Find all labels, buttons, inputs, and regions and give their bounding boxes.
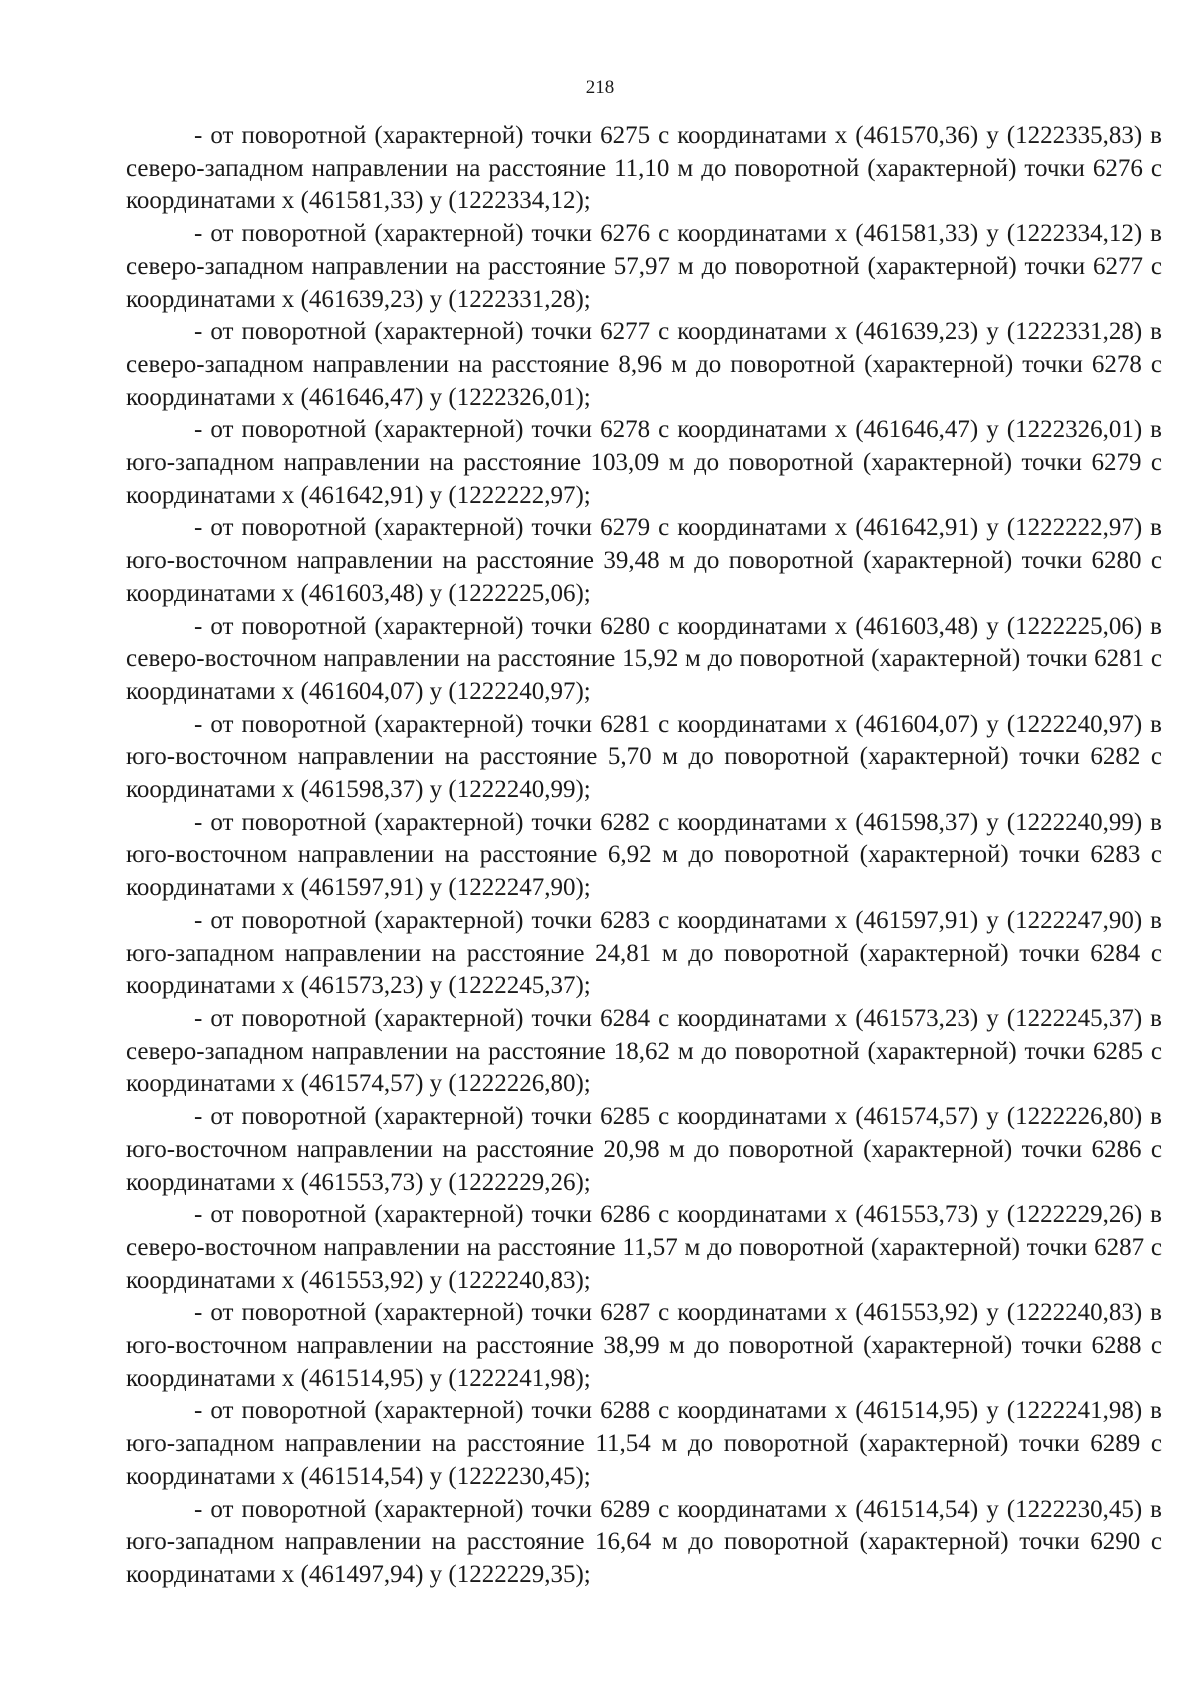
paragraph-boundary-segment: - от поворотной (характерной) точки 6276 с координатами х (461581,33) у (1222334,12) в северо-западном направлении на расстояние 57,97 м до поворотной (характерной) точки 6277 с координатами х (461639,23) у (1222331,28); — [126, 220, 1162, 313]
paragraph-boundary-segment: - от поворотной (характерной) точки 6286 с координатами х (461553,73) у (1222229,26) в северо-восточном направлении на расстояние 11,57 м до поворотной (характерной) точки 6287 с координатами х (461553,92) у (1222240,83); — [126, 1201, 1162, 1294]
paragraph-boundary-segment: - от поворотной (характерной) точки 6285 с координатами х (461574,57) у (1222226,80) в юго-восточном направлении на расстояние 20,98 м до поворотной (характерной) точки 6286 с координатами х (461553,73) у (1222229,26); — [126, 1103, 1162, 1196]
paragraph-boundary-segment: - от поворотной (характерной) точки 6283 с координатами х (461597,91) у (1222247,90) в юго-западном направлении на расстояние 24,81 м до поворотной (характерной) точки 6284 с координатами х (461573,23) у (1222245,37); — [126, 906, 1162, 1000]
paragraph-boundary-segment: - от поворотной (характерной) точки 6282 с координатами х (461598,37) у (1222240,99) в юго-восточном направлении на расстояние 6,92 м до поворотной (характерной) точки 6283 с координатами х (461597,91) у (1222247,90); — [126, 808, 1162, 902]
paragraph-boundary-segment: - от поворотной (характерной) точки 6284 с координатами х (461573,23) у (1222245,37) в северо-западном направлении на расстояние 18,62 м до поворотной (характерной) точки 6285 с координатами х (461574,57) у (1222226,80); — [126, 1004, 1162, 1098]
paragraph-boundary-segment: - от поворотной (характерной) точки 6279 с координатами х (461642,91) у (1222222,97) в юго-восточном направлении на расстояние 39,48 м до поворотной (характерной) точки 6280 с координатами х (461603,48) у (1222225,06); — [126, 514, 1162, 607]
document-body — [126, 120, 1162, 1592]
paragraph-boundary-segment: - от поворотной (характерной) точки 6287 с координатами х (461553,92) у (1222240,83) в юго-восточном направлении на расстояние 38,99 м до поворотной (характерной) точки 6288 с координатами х (461514,95) у (1222241,98); — [126, 1299, 1162, 1392]
paragraph-boundary-segment: - от поворотной (характерной) точки 6280 с координатами х (461603,48) у (1222225,06) в северо-восточном направлении на расстояние 15,92 м до поворотной (характерной) точки 6281 с координатами х (461604,07) у (1222240,97); — [126, 612, 1162, 705]
paragraph-boundary-segment: - от поворотной (характерной) точки 6277 с координатами х (461639,23) у (1222331,28) в северо-западном направлении на расстояние 8,96 м до поворотной (характерной) точки 6278 с координатами х (461646,47) у (1222326,01); — [126, 318, 1162, 411]
paragraph-boundary-segment: - от поворотной (характерной) точки 6289 с координатами х (461514,54) у (1222230,45) в юго-западном направлении на расстояние 16,64 м до поворотной (характерной) точки 6290 с координатами х (461497,94) у (1222229,35); — [126, 1495, 1162, 1588]
paragraph-boundary-segment: - от поворотной (характерной) точки 6288 с координатами х (461514,95) у (1222241,98) в юго-западном направлении на расстояние 11,54 м до поворотной (характерной) точки 6289 с координатами х (461514,54) у (1222230,45); — [126, 1397, 1162, 1490]
paragraph-boundary-segment: - от поворотной (характерной) точки 6275 с координатами х (461570,36) у (1222335,83) в северо-западном направлении на расстояние 11,10 м до поворотной (характерной) точки 6276 с координатами х (461581,33) у (1222334,12); — [126, 122, 1162, 215]
paragraph-boundary-segment: - от поворотной (характерной) точки 6281 с координатами х (461604,07) у (1222240,97) в юго-восточном направлении на расстояние 5,70 м до поворотной (характерной) точки 6282 с координатами х (461598,37) у (1222240,99); — [126, 710, 1162, 804]
paragraph-boundary-segment: - от поворотной (характерной) точки 6278 с координатами х (461646,47) у (1222326,01) в юго-западном направлении на расстояние 103,09 м до поворотной (характерной) точки 6279 с координатами х (461642,91) у (1222222,97); — [126, 416, 1162, 509]
page-number: 218 — [585, 77, 615, 98]
